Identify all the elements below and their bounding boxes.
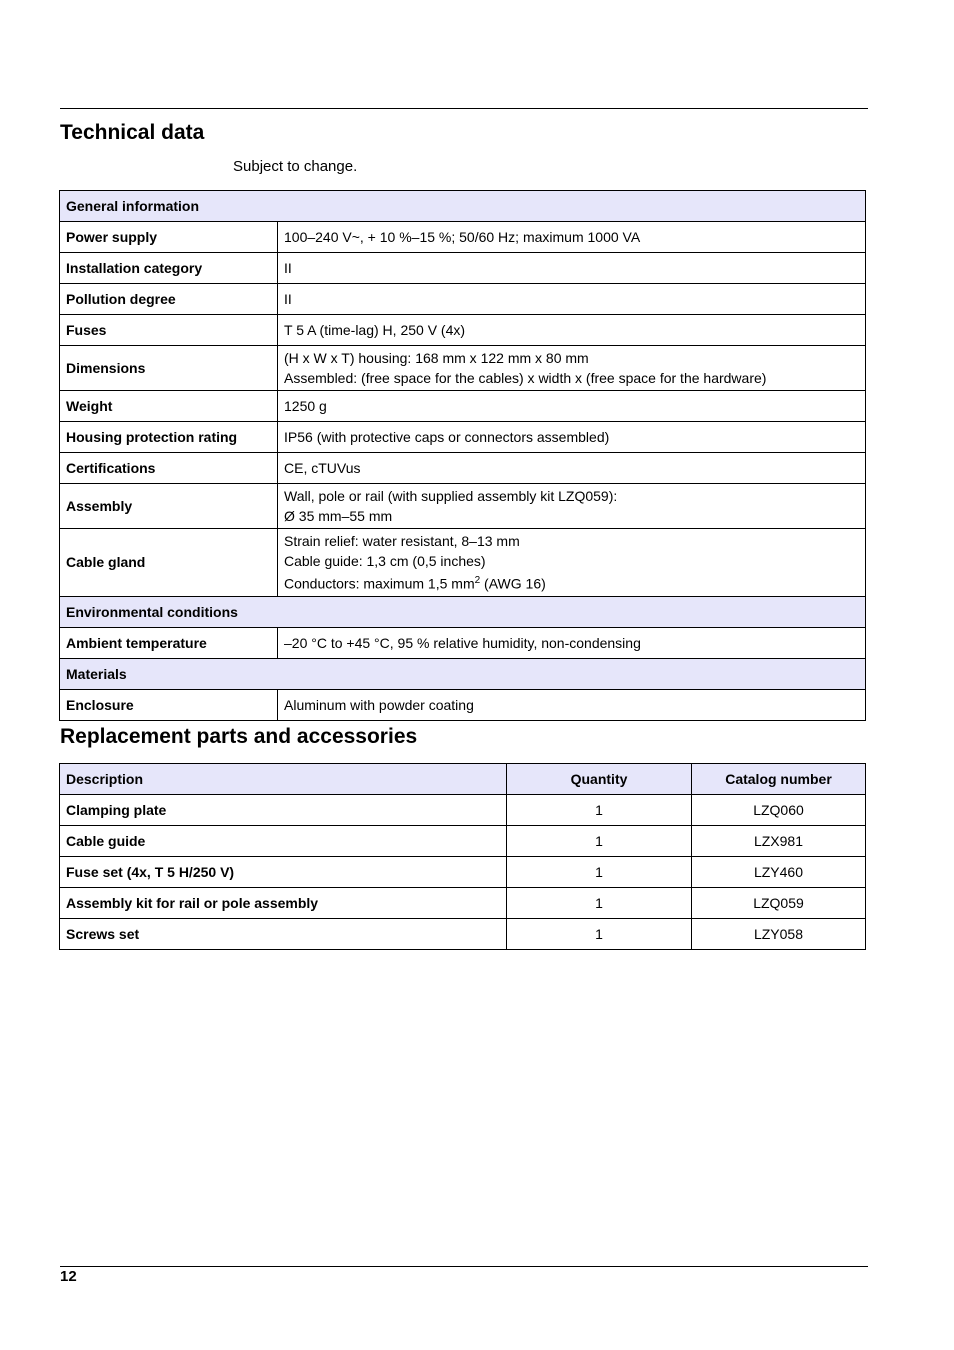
part-quantity: 1 <box>507 919 692 950</box>
table-row <box>60 826 866 857</box>
replacement-parts-table <box>59 763 866 950</box>
bottom-rule <box>60 1266 868 1267</box>
part-description: Assembly kit for rail or pole assembly <box>60 888 507 919</box>
spec-value: T 5 A (time-lag) H, 250 V (4x) <box>278 315 866 346</box>
spec-value-line: Assembled: (free space for the cables) x width x (free space for the hardware) <box>284 370 767 386</box>
spec-label: Enclosure <box>60 689 278 720</box>
spec-label: Ambient temperature <box>60 627 278 658</box>
part-description: Clamping plate <box>60 795 507 826</box>
spec-value: Aluminum with powder coating <box>278 689 866 720</box>
section-row-environmental <box>60 596 866 627</box>
part-quantity: 1 <box>507 826 692 857</box>
part-quantity: 1 <box>507 857 692 888</box>
spec-label: Weight <box>60 391 278 422</box>
spec-row-certifications <box>60 453 866 484</box>
spec-row-housing-protection <box>60 422 866 453</box>
subject-to-change-note: Subject to change. <box>233 158 358 175</box>
part-description: Cable guide <box>60 826 507 857</box>
parts-header-row <box>60 764 866 795</box>
spec-value-line: Wall, pole or rail (with supplied assembly kit LZQ059): <box>284 488 618 504</box>
column-header-description: Description <box>60 764 507 795</box>
section-row-general <box>60 191 866 222</box>
technical-data-heading: Technical data <box>60 121 205 144</box>
spec-label: Pollution degree <box>60 284 278 315</box>
spec-label: Fuses <box>60 315 278 346</box>
spec-value: IP56 (with protective caps or connectors assembled) <box>278 422 866 453</box>
table-row <box>60 795 866 826</box>
table-row <box>60 919 866 950</box>
spec-row-cable-gland <box>60 529 866 597</box>
page-number: 12 <box>60 1268 77 1285</box>
spec-value-line: Ø 35 mm–55 mm <box>284 508 393 524</box>
spec-value <box>278 484 866 529</box>
part-quantity: 1 <box>507 795 692 826</box>
spec-label: Cable gland <box>60 529 278 597</box>
section-header-materials: Materials <box>60 658 866 689</box>
section-row-materials <box>60 658 866 689</box>
part-catalog-number: LZY058 <box>692 919 866 950</box>
spec-label: Assembly <box>60 484 278 529</box>
spec-value: 1250 g <box>278 391 866 422</box>
spec-label: Dimensions <box>60 346 278 391</box>
spec-row-installation-category <box>60 253 866 284</box>
spec-value-line: Cable guide: 1,3 cm (0,5 inches) <box>284 553 486 569</box>
part-catalog-number: LZY460 <box>692 857 866 888</box>
spec-label: Installation category <box>60 253 278 284</box>
superscript-2: 2 <box>474 575 481 586</box>
top-rule <box>60 108 868 109</box>
spec-row-power-supply <box>60 222 866 253</box>
spec-value <box>278 529 866 597</box>
spec-value-line <box>284 571 859 594</box>
part-quantity: 1 <box>507 888 692 919</box>
awg-text: (AWG 16) <box>480 575 546 592</box>
spec-label: Housing protection rating <box>60 422 278 453</box>
table-row <box>60 888 866 919</box>
section-header-environmental: Environmental conditions <box>60 596 866 627</box>
spec-value: –20 °C to +45 °C, 95 % relative humidity, non-condensing <box>278 627 866 658</box>
part-description: Screws set <box>60 919 507 950</box>
spec-value-line: (H x W x T) housing: 168 mm x 122 mm x 80 mm <box>284 350 589 366</box>
spec-label: Certifications <box>60 453 278 484</box>
column-header-quantity: Quantity <box>507 764 692 795</box>
column-header-catalog-number: Catalog number <box>692 764 866 795</box>
part-catalog-number: LZQ060 <box>692 795 866 826</box>
spec-row-enclosure <box>60 689 866 720</box>
part-description: Fuse set (4x, T 5 H/250 V) <box>60 857 507 888</box>
part-catalog-number: LZQ059 <box>692 888 866 919</box>
spec-value: CE, cTUVus <box>278 453 866 484</box>
technical-data-table <box>59 190 866 721</box>
spec-row-ambient-temperature <box>60 627 866 658</box>
spec-row-dimensions <box>60 346 866 391</box>
spec-value: II <box>278 284 866 315</box>
spec-value: II <box>278 253 866 284</box>
spec-row-fuses <box>60 315 866 346</box>
spec-value-line: Strain relief: water resistant, 8–13 mm <box>284 533 520 549</box>
spec-value: 100–240 V~, + 10 %–15 %; 50/60 Hz; maximum 1000 VA <box>278 222 866 253</box>
spec-label: Power supply <box>60 222 278 253</box>
part-catalog-number: LZX981 <box>692 826 866 857</box>
spec-row-pollution-degree <box>60 284 866 315</box>
spec-value <box>278 346 866 391</box>
replacement-parts-heading: Replacement parts and accessories <box>60 725 418 748</box>
section-header-general: General information <box>60 191 866 222</box>
spec-row-assembly <box>60 484 866 529</box>
table-row <box>60 857 866 888</box>
conductors-text: Conductors: maximum 1,5 mm <box>284 575 475 592</box>
spec-row-weight <box>60 391 866 422</box>
